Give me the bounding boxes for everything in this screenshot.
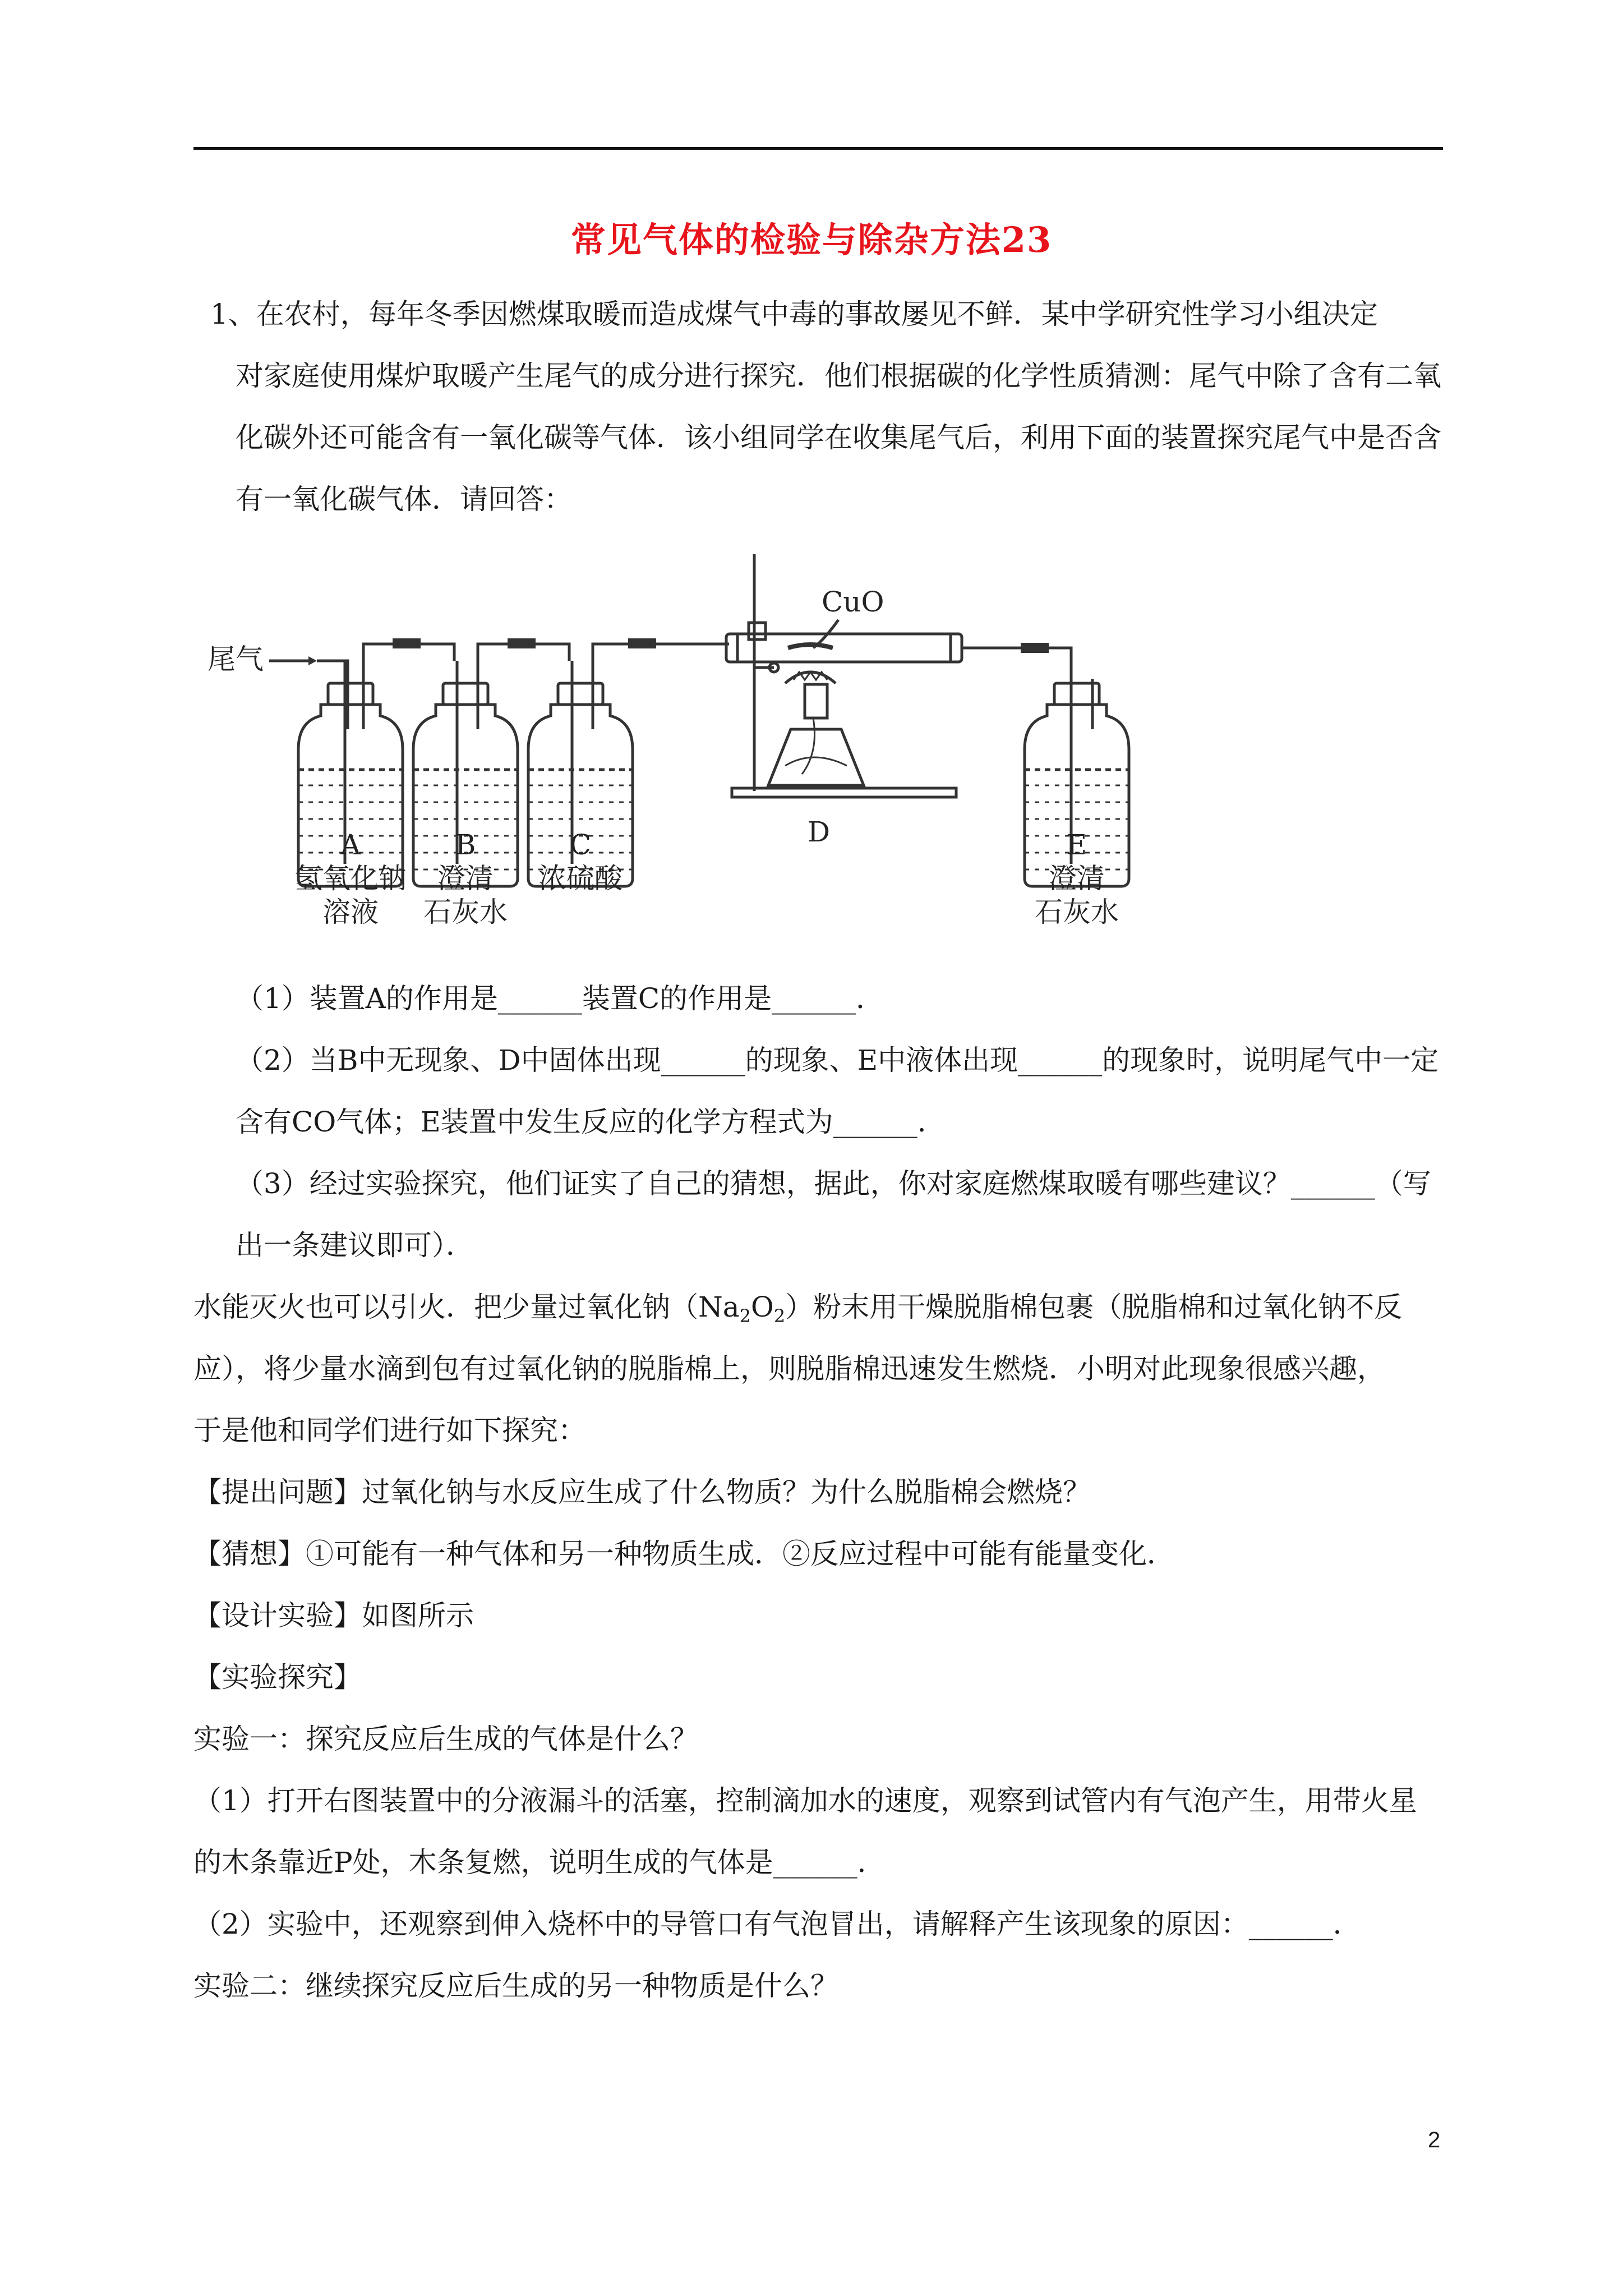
tube-c-d xyxy=(593,644,729,661)
q2-explore-heading: 【实验探究】 xyxy=(193,1661,362,1694)
clamp xyxy=(749,623,766,639)
cuo-label: CuO xyxy=(822,586,884,618)
bottle-c-name-1: 浓硫酸 xyxy=(538,862,623,895)
q2-exp1-sub1-line-2: 的木条靠近P处，木条复燃，说明生成的气体是______． xyxy=(193,1846,886,1879)
bottle-c-letter: C xyxy=(569,829,592,861)
bottle-b-letter: B xyxy=(455,829,476,861)
flame xyxy=(785,672,836,683)
bottle-b-name-2: 石灰水 xyxy=(423,896,508,928)
q2-intro-line-2: 应），将少量水滴到包有过氧化钠的脱脂棉上，则脱脂棉迅速发生燃烧．小明对此现象很感兴趣， xyxy=(193,1352,1385,1385)
q1-sub3-line-1: （3）经过实验探究，他们证实了自己的猜想，据此，你对家庭燃煤取暖有哪些建议？______（写 xyxy=(236,1167,1431,1200)
header-rule xyxy=(193,147,1443,150)
q1-sub2-line-2: 含有CO气体；E装置中发生反应的化学方程式为______． xyxy=(236,1106,946,1138)
q1-sub3-line-2: 出一条建议即可）． xyxy=(236,1229,474,1262)
bottle-a-letter: A xyxy=(340,829,361,861)
q1-intro-line-4: 有一氧化碳气体．请回答： xyxy=(236,483,572,516)
q2-experiment-2: 实验二：继续探究反应后生成的另一种物质是什么？ xyxy=(193,1970,838,2002)
burner-neck xyxy=(805,684,827,718)
bottle-e-name-1: 澄清 xyxy=(1049,862,1105,895)
page-number: 2 xyxy=(1428,2128,1441,2152)
q2-experiment-1: 实验一：探究反应后生成的气体是什么？ xyxy=(193,1723,698,1755)
station-d xyxy=(726,554,998,797)
cuo-solid xyxy=(788,645,833,648)
q2-intro-line-3: 于是他和同学们进行如下探究： xyxy=(193,1414,586,1447)
q1-sub1: （1）装置A的作用是______装置C的作用是______． xyxy=(236,982,884,1015)
q1-intro-line-1: 1、在农村，每年冬季因燃煤取暖而造成煤气中毒的事故屡见不鲜．某中学研究性学习小组决定 xyxy=(210,298,1378,330)
bottle-a-name-1: 氢氧化钠 xyxy=(294,862,407,895)
q2-hypothesis: 【猜想】①可能有一种气体和另一种物质生成．②反应过程中可能有能量变化． xyxy=(193,1538,1175,1570)
q2-intro-line-1: 水能灭火也可以引火．把少量过氧化钠$(Na_2O_2)$粉末用干燥脱脂棉包裹（脱脂棉和过氧化钠不反 xyxy=(193,1291,1403,1327)
bottle-e-letter: E xyxy=(1066,829,1087,861)
gas-test-apparatus-diagram xyxy=(202,550,1144,942)
station-d-letter: D xyxy=(807,816,831,848)
q1-intro-line-3: 化碳外还可能含有一氧化碳等气体．该小组同学在收集尾气后，利用下面的装置探究尾气中是否含 xyxy=(236,421,1441,454)
q2-question-heading: 【提出问题】过氧化钠与水反应生成了什么物质？为什么脱脂棉会燃烧？ xyxy=(193,1476,1091,1508)
inlet-tube xyxy=(317,661,348,729)
q1-intro-line-2: 对家庭使用煤炉取暖产生尾气的成分进行探究．他们根据碳的化学性质猜测：尾气中除了含有二氧 xyxy=(236,360,1441,392)
inlet-label: 尾气 xyxy=(208,643,264,675)
stand-base xyxy=(732,788,956,797)
page-title: 常见气体的检验与除杂方法23 xyxy=(570,219,1053,260)
q2-design: 【设计实验】如图所示 xyxy=(193,1599,474,1632)
bottle-a-name-2: 溶液 xyxy=(322,896,379,928)
q2-exp1-sub2: （2）实验中，还观察到伸入烧杯中的导管口有气泡冒出，请解释产生该现象的原因：______． xyxy=(193,1908,1361,1940)
q1-sub2-line-1: （2）当B中无现象、D中固体出现______的现象、E中液体出现______的现象时，说明尾气中一定 xyxy=(236,1044,1439,1076)
bottle-e-name-2: 石灰水 xyxy=(1035,896,1119,928)
inlet-arrowhead xyxy=(308,656,317,665)
bottle-b-name-1: 澄清 xyxy=(437,862,494,895)
q2-exp1-sub1-line-1: （1）打开右图装置中的分液漏斗的活塞，控制滴加水的速度，观察到试管内有气泡产生，用带火星 xyxy=(193,1784,1417,1817)
